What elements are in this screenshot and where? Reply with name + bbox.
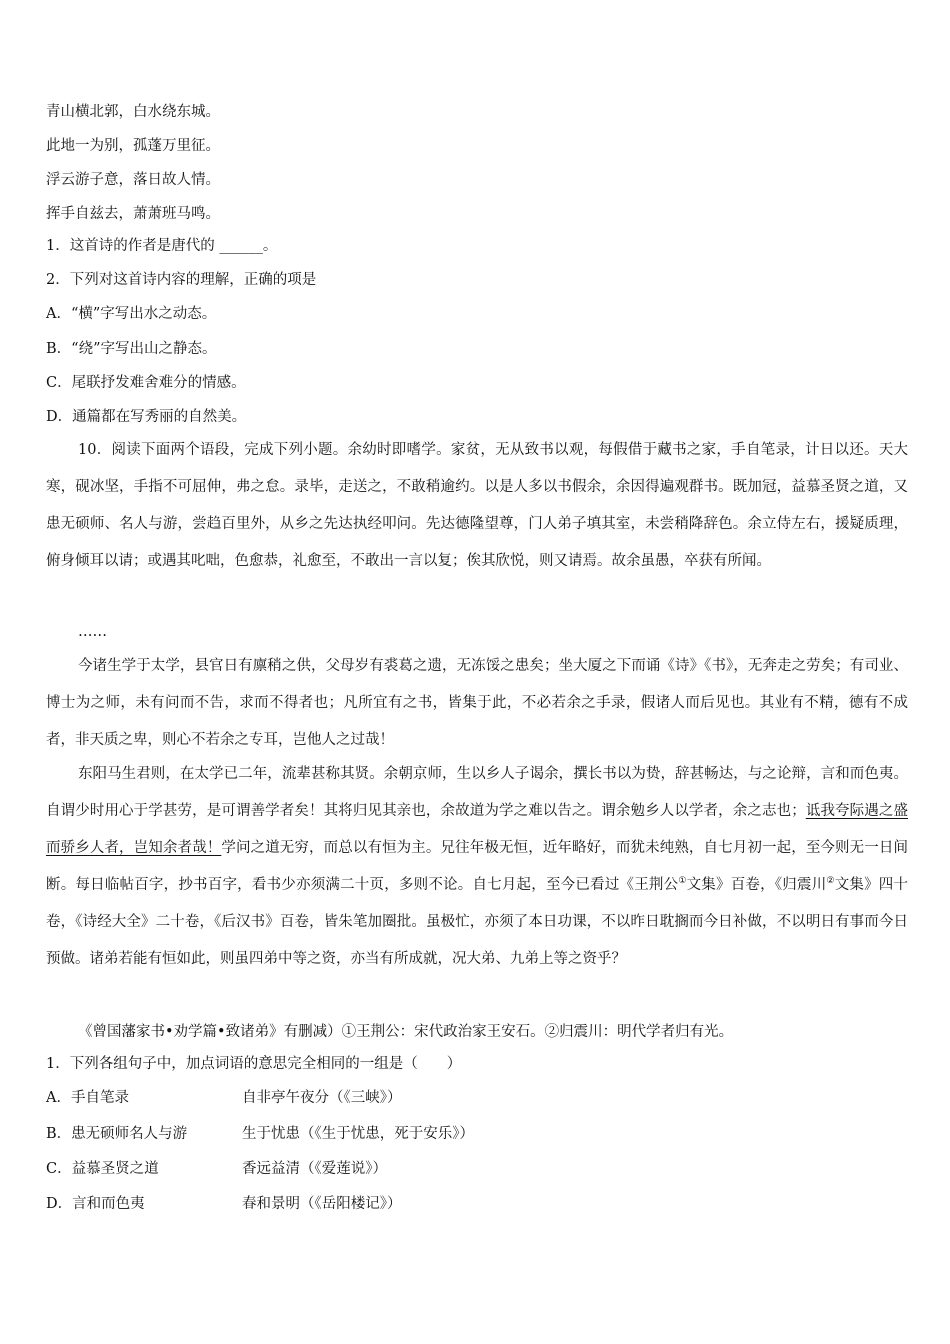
footnote-marker-1: ① bbox=[678, 876, 687, 887]
q2-option-a-left: A．手自笔录 bbox=[46, 1090, 129, 1106]
reading-passage-2: 今诸生学于太学，县官日有廪稍之供，父母岁有裘葛之遗，无冻馁之患矣；坐大厦之下而诵《诗》《书》，无奔走之劳矣；有司业、博士为之师，未有问而不告，求而不得者也；凡所宜有之书，皆集于此，不必若余之手录，假诸人而后见也。其业有不精，德有不成者，非天质之卑，则心不若余之专耳，岂他人之过哉！ bbox=[46, 658, 908, 748]
option-a: A．“横”字写出水之动态。 bbox=[46, 306, 217, 322]
ellipsis: …… bbox=[78, 624, 107, 640]
poem-line-3: 浮云游子意，落日故人情。 bbox=[46, 172, 220, 188]
q2-option-c-left: C．益慕圣贤之道 bbox=[46, 1161, 159, 1177]
question-2: 2．下列对这首诗内容的理解，正确的项是 bbox=[46, 272, 317, 288]
passage-3-part-c: 文集》百卷，《归震川 bbox=[686, 877, 827, 893]
passage-3-part-a: 东阳马生君则，在太学已二年，流辈甚称其贤。余朝京师，生以乡人子谒余，撰长书以为贽，辞甚畅达，与之论辩，言和而色夷。自谓少时用心于学甚劳，是可谓善学者矣！其将归见其亲也，余故道为学之难以告之。谓余勉乡人以学者，余之志也； bbox=[46, 766, 908, 819]
reading-passage-3 bbox=[46, 756, 908, 978]
q2-option-b-left: B．患无硕师名人与游 bbox=[46, 1126, 188, 1142]
q2-option-b-right: 生于忧患（《生于忧患，死于安乐》） bbox=[242, 1126, 474, 1142]
reading-passage-1: 10．阅读下面两个语段，完成下列小题。余幼时即嗜学。家贫，无从致书以观，每假借于藏书之家，手自笔录，计日以还。天大寒，砚冰坚，手指不可屈伸，弗之怠。录毕，走送之，不敢稍逾约。以是人多以书假余，余因得遍观群书。既加冠，益慕圣贤之道，又患无硕师、名人与游，尝趋百里外，从乡之先达执经叩问。先达德隆望尊，门人弟子填其室，未尝稍降辞色。余立侍左右，援疑质理，俯身倾耳以请；或遇其叱咄，色愈恭，礼愈至，不敢出一言以复；俟其欣悦，则又请焉。故余虽愚，卒获有所闻。 bbox=[46, 442, 908, 569]
q2-option-d-right: 春和景明（《岳阳楼记》） bbox=[242, 1196, 402, 1212]
option-b: B．“绕”字写出山之静态。 bbox=[46, 341, 217, 357]
underlined-sentence: 诋我夸际遇之盛而骄乡人者，岂知余者哉！ bbox=[46, 803, 909, 856]
q2-option-a-right: 自非亭午夜分（《三峡》） bbox=[242, 1090, 402, 1106]
q2-option-d-left: D．言和而色夷 bbox=[46, 1196, 145, 1212]
q2-option-c-right: 香远益清（《爱莲说》） bbox=[242, 1161, 387, 1177]
passage-3-part-b: 学问之道无穷，而总以有恒为主。兄往年极无恒，近年略好，而犹未纯熟，自七月初一起，至今则无一日间断。每日临帖百字，抄书百字，看书少亦须满二十页，多则不论。自七月起，至今已看过《王荆公 bbox=[46, 840, 908, 893]
source-note: 《曾国藩家书•劝学篇•致诸弟》有删减）①王荆公：宋代政治家王安石。②归震川：明代学者归有光。 bbox=[78, 1024, 734, 1040]
poem-line-2: 此地一为别，孤蓬万里征。 bbox=[46, 138, 220, 154]
passage-3-part-d: 文集》四十卷，《诗经大全》二十卷，《后汉书》百卷，皆朱笔加圈批。虽极忙，亦须了本日功课，不以昨日耽搁而今日补做，不以明日有事而今日预做。诸弟若能有恒如此，则虽四弟中等之资，亦当有所成就，况大弟、九弟上等之资乎？ bbox=[46, 877, 909, 967]
option-c: C．尾联抒发难舍难分的情感。 bbox=[46, 375, 246, 391]
poem-line-1: 青山横北郭，白水绕东城。 bbox=[46, 104, 220, 120]
option-d: D．通篇都在写秀丽的自然美。 bbox=[46, 409, 247, 425]
poem-line-4: 挥手自兹去，萧萧班马鸣。 bbox=[46, 206, 220, 222]
question-1: 1．这首诗的作者是唐代的 ______。 bbox=[46, 238, 278, 254]
footnote-marker-2: ② bbox=[826, 876, 835, 887]
question2-stem: 1．下列各组句子中，加点词语的意思完全相同的一组是（ ） bbox=[46, 1056, 462, 1072]
